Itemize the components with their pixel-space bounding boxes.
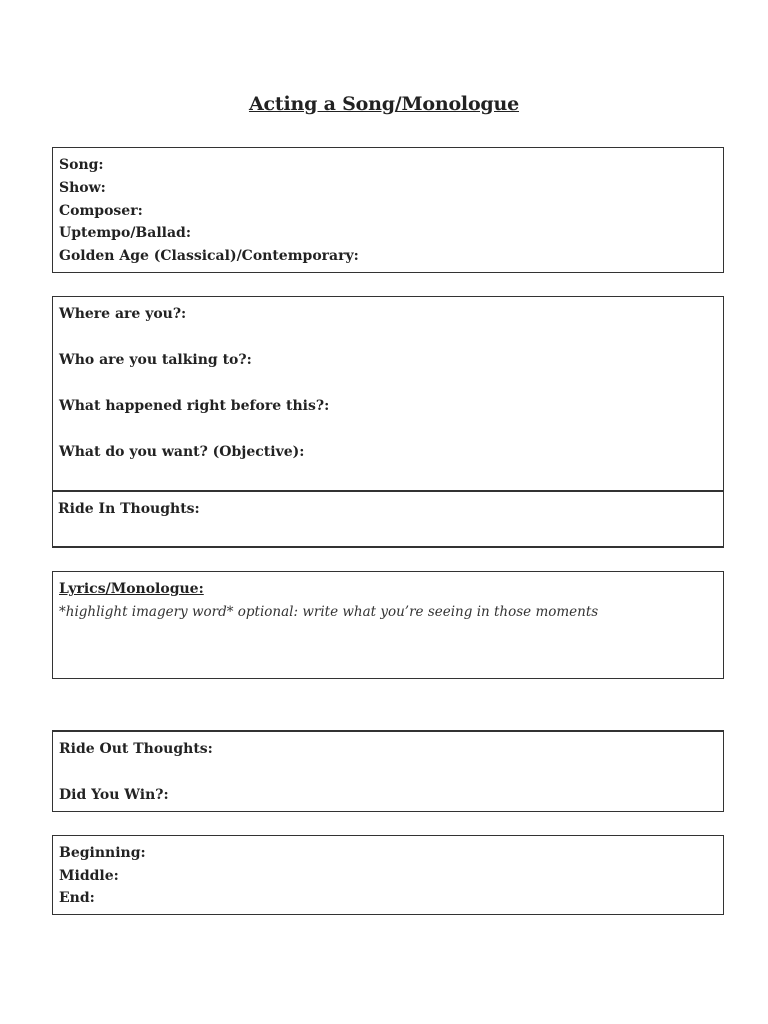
song-info-box: [52, 147, 724, 273]
era-label: Golden Age (Classical)/Contemporary:: [59, 248, 359, 264]
want-label: What do you want? (Objective):: [59, 444, 305, 460]
composer-label: Composer:: [59, 203, 143, 219]
where-label: Where are you?:: [59, 306, 187, 322]
structure-box: [52, 835, 724, 915]
lyrics-box: [52, 571, 724, 679]
ride-in-label: Ride In Thoughts:: [58, 501, 200, 517]
page-title: Acting a Song/Monologue: [248, 93, 520, 115]
ride-in-box: [52, 490, 724, 548]
beginning-label: Beginning:: [59, 845, 146, 861]
end-label: End:: [59, 890, 95, 906]
lyrics-instructions: *highlight imagery word* optional: write what you’re seeing in those moments: [59, 604, 599, 620]
did-you-win-label: Did You Win?:: [59, 787, 169, 803]
who-label: Who are you talking to?:: [59, 352, 252, 368]
lyrics-label: Lyrics/Monologue:: [59, 581, 204, 597]
context-box: [52, 296, 724, 491]
song-label: Song:: [59, 157, 104, 173]
before-label: What happened right before this?:: [59, 398, 330, 414]
ride-out-label: Ride Out Thoughts:: [59, 741, 213, 757]
tempo-label: Uptempo/Ballad:: [59, 225, 191, 241]
show-label: Show:: [59, 180, 106, 196]
ride-out-box: [52, 730, 724, 812]
middle-label: Middle:: [59, 868, 119, 884]
